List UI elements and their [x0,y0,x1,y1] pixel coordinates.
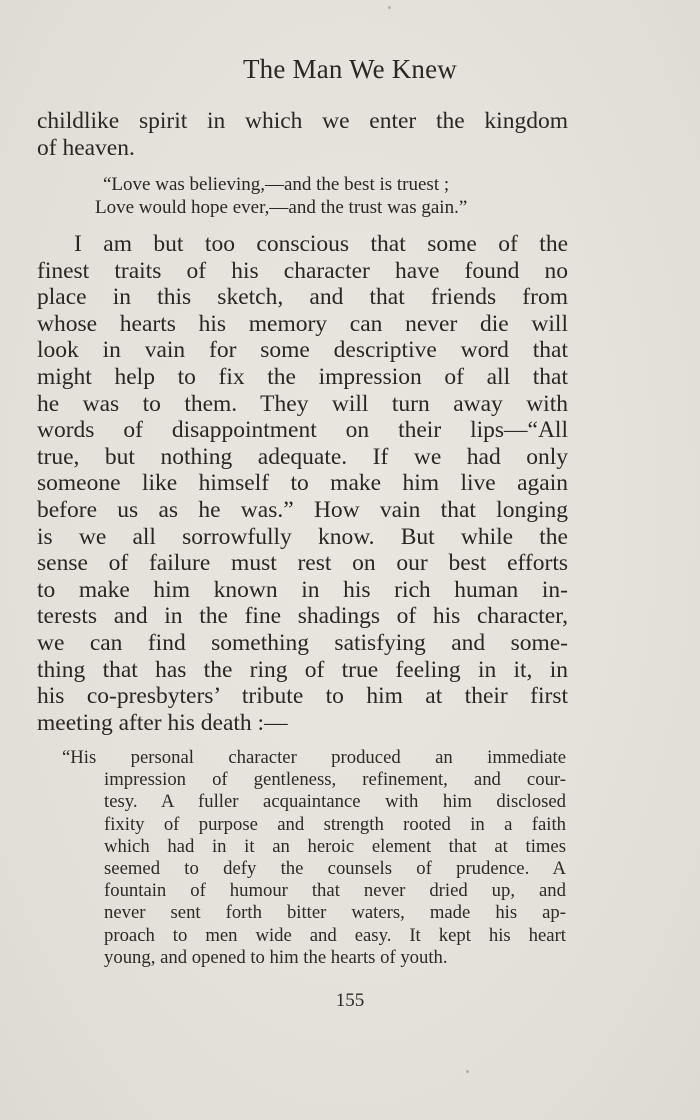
page-number: 155 [335,990,365,1011]
text-line: to make him known in his rich human in- [37,576,568,603]
quote-line: which had in it an heroic element that at times [104,835,566,857]
quote-line: tesy. A fuller acquaintance with him disclosed [104,791,566,813]
paper-speck [466,1070,469,1073]
quote-line: fountain of humour that never dried up, and [104,880,566,902]
text-line: is we all sorrowfully know. But while the [37,523,568,550]
text-line: true, but nothing adequate. If we had only [37,443,568,470]
text-line: his co-presbyters’ tribute to him at their first [37,683,568,710]
text-line: might help to fix the impression of all that [37,363,568,390]
quote-line: young, and opened to him the hearts of youth. [104,946,448,968]
poem-line: Love would hope ever,—and the trust was gain.” [95,197,468,218]
text-line: before us as he was.” How vain that longing [37,496,568,523]
text-line: childlike spirit in which we enter the kingdom [37,108,568,134]
text-line: finest traits of his character have found no [37,257,568,284]
text-line: we can find something satisfying and some- [37,629,568,656]
text-line: terests and in the fine shadings of his character, [37,603,568,630]
quote-line: seemed to defy the counsels of prudence. A [104,858,566,880]
quote-line: proach to men wide and easy. It kept his heart [104,924,566,946]
quote-line: fixity of purpose and strength rooted in a faith [104,813,566,835]
text-line: place in this sketch, and that friends from [37,284,568,311]
text-line: I am but too conscious that some of the [74,231,568,257]
text-line: someone like himself to make him live again [37,470,568,497]
block-quotation [62,747,566,969]
text-line: he was to them. They will turn away with [37,390,568,417]
main-paragraph [37,231,568,736]
text-line: thing that has the ring of true feeling in it, in [37,656,568,683]
text-line: sense of failure must rest on our best efforts [37,550,568,577]
text-line: of heaven. [37,134,135,161]
paper-speck [388,6,391,9]
text-line: words of disappointment on their lips—“All [37,417,568,444]
text-line: whose hearts his memory can never die will [37,310,568,337]
running-head: The Man We Knew [242,54,458,84]
text-line: look in vain for some descriptive word that [37,337,568,364]
quote-line: “His personal character produced an immediate [62,747,566,768]
text-line: meeting after his death :— [37,709,288,736]
quote-line: impression of gentleness, refinement, and cour- [104,769,566,791]
quote-line: never sent forth bitter waters, made his ap- [104,902,566,924]
poem-line: “Love was believing,—and the best is truest ; [103,174,450,195]
opening-text [37,108,568,161]
